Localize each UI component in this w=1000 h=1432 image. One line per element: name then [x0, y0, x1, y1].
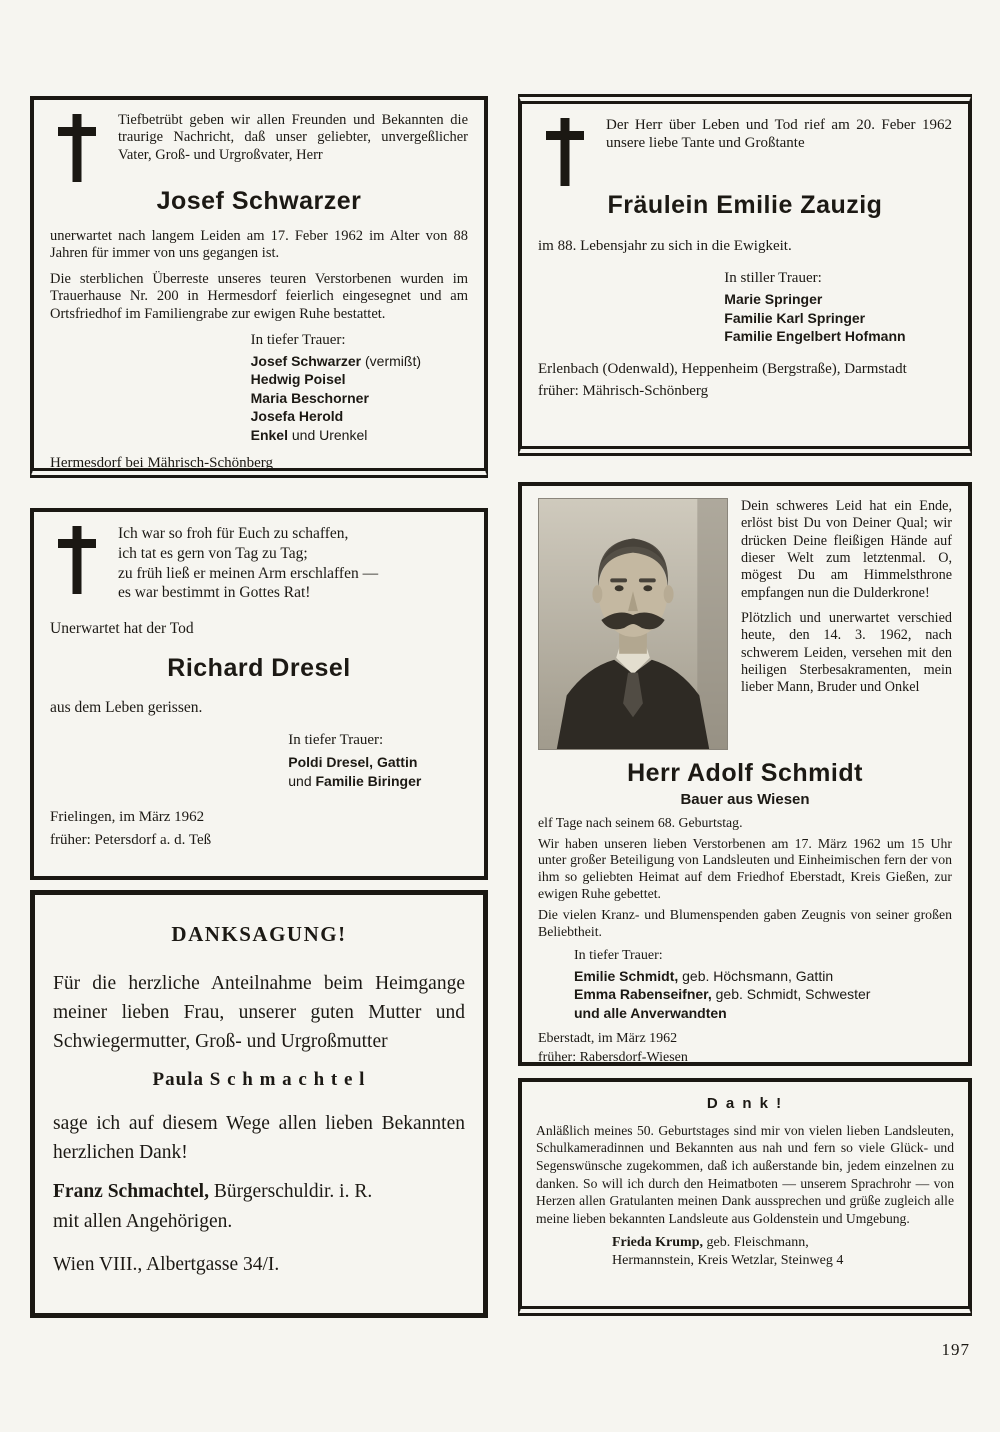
address-line: Wien VIII., Albertgasse 34/I.: [53, 1253, 280, 1275]
mourner-line: [574, 985, 952, 1003]
mourner-name: Poldi Dresel, Gattin: [288, 754, 418, 771]
page-number: 197: [941, 1340, 970, 1359]
mourner-name: Hedwig Poisel: [250, 371, 346, 388]
mourner-text-segment: geb. Höchsmann, Gattin: [678, 967, 834, 984]
obituary-josef-schwarzer: [30, 96, 488, 478]
mourning-label: In stiller Trauer:: [724, 269, 822, 286]
mourner-name: Familie Karl Springer: [724, 309, 866, 326]
mourner-text-segment: und: [288, 772, 316, 789]
obituary-paragraph: aus dem Leben gerissen.: [50, 698, 203, 716]
obituary-paragraph: elf Tage nach seinem 68. Geburtstag.: [538, 814, 743, 830]
poem-line: es war bestimmt in Gottes Rat!: [118, 584, 311, 602]
mourning-label: In tiefer Trauer:: [574, 947, 663, 963]
mourner-name: Familie Engelbert Hofmann: [724, 328, 906, 345]
mourner-line: [251, 352, 468, 370]
latin-cross-icon: [58, 114, 96, 182]
obituary-intro: Tiefbetrübt geben wir allen Freunden und Bekannten die traurige Nachricht, daß unser geliebter, unvergeßlicher Vater, Groß- und Urgroßvater, Herr: [118, 112, 468, 163]
danksagung-paragraph: sage ich auf diesem Wege allen lieben Bekannten herzlichen Dank!: [53, 1112, 465, 1163]
mourning-block: [724, 269, 952, 346]
mourner-name: Josefa Herold: [250, 408, 344, 425]
signature-text-segment: Bürgerschuldir. i. R.: [208, 1181, 373, 1203]
deceased-portrait-photo: [538, 498, 728, 750]
danksagung-notice: [30, 890, 488, 1318]
address-line: Hermannstein, Kreis Wetzlar, Steinweg 4: [612, 1252, 844, 1268]
dank-title: D a n k !: [706, 1095, 784, 1112]
poem-line: Ich war so froh für Euch zu schaffen,: [118, 525, 349, 542]
obituary-adolf-schmidt: [518, 482, 972, 1066]
mourning-block: [574, 947, 952, 1022]
mourning-block: [288, 731, 468, 790]
mourner-line: [251, 407, 468, 425]
mourner-line: [251, 389, 468, 407]
mourning-block: [251, 331, 468, 444]
poem-line: ich tat es gern von Tag zu Tag;: [118, 544, 308, 562]
mourner-line: [724, 290, 952, 308]
place-line: Erlenbach (Odenwald), Heppenheim (Bergstraße), Darmstadt: [538, 360, 907, 377]
mourner-name: Emilie Schmidt,: [574, 967, 679, 984]
place-line: Eberstadt, im März 1962: [538, 1031, 678, 1047]
signature-name: Frieda Krump,: [612, 1234, 703, 1250]
mourner-name: Maria Beschorner: [250, 389, 369, 406]
memorial-poem: [118, 524, 468, 603]
mourner-line: [724, 309, 952, 327]
honoree-name: Paula S c h m a c h t e l: [152, 1069, 366, 1091]
obituary-paragraph: unerwartet nach langem Leiden am 17. Feber 1962 im Alter von 88 Jahren für immer von uns gegangen ist.: [50, 228, 468, 262]
mourner-name: Marie Springer: [724, 291, 823, 308]
mourner-line: [288, 772, 468, 790]
obituary-intro: Der Herr über Leben und Tod rief am 20. Feber 1962 unsere liebe Tante und Großtante: [606, 117, 952, 152]
obituary-intro: Plötzlich und unerwartet verschied heute, den 14. 3. 1962, nach schwerem Leiden, versehen mit den heiligen Sterbesakramenten, mein lieber Mann, Bruder und Onkel: [741, 609, 952, 696]
mourner-name: Josef Schwarzer: [250, 352, 362, 369]
obituary-paragraph: im 88. Lebensjahr zu sich in die Ewigkeit.: [538, 237, 792, 254]
place-line: früher: Mährisch-Schönberg: [538, 382, 709, 399]
obituary-paragraph: Die sterblichen Überreste unseres teuren Verstorbenen wurden im Trauerhause Nr. 200 in Hermesdorf feierlich eingesegnet und am Ortsfriedhof im Familiengrabe zur ewigen Ruhe bestattet.: [50, 270, 468, 322]
mourning-label: In tiefer Trauer:: [250, 331, 346, 348]
deceased-name: Fräulein Emilie Zauzig: [607, 191, 883, 219]
obituary-lead-text: Unerwartet hat der Tod: [50, 620, 194, 638]
signature-line: [612, 1234, 954, 1252]
obituary-paragraph: Die vielen Kranz- und Blumenspenden gaben Zeugnis von seiner großen Beliebtheit.: [538, 906, 952, 939]
memorial-poem: Dein schweres Leid hat ein Ende, erlöst bist Du von Deiner Qual; wir drücken Deine fleißigen Hände auf dieser Welt zum letztenmal. O, mögest Du am Himmelsthrone empfangen nun die Dulderkrone!: [741, 498, 952, 601]
place-line: früher: Petersdorf a. d. Teß: [50, 831, 212, 848]
latin-cross-icon: [546, 118, 584, 186]
signature-name: Franz Schmachtel,: [53, 1181, 209, 1203]
mourner-text-segment: und Urenkel: [287, 426, 368, 443]
mourner-line: [288, 753, 468, 771]
mourner-text-segment: geb. Schmidt, Schwester: [711, 986, 871, 1003]
mourner-line: [724, 327, 952, 345]
deceased-name: Richard Dresel: [167, 653, 351, 682]
mourner-name: Enkel: [250, 426, 288, 443]
mourner-line: [251, 370, 468, 388]
place-line: Frielingen, im März 1962: [50, 809, 205, 825]
signature-text-segment: geb. Fleischmann,: [703, 1234, 809, 1250]
dank-notice: [518, 1078, 972, 1316]
obituary-richard-dresel: [30, 508, 488, 880]
place-line: Hermesdorf bei Mährisch-Schönberg: [50, 455, 273, 472]
place-line: früher: Rabersdorf-Wiesen: [538, 1050, 688, 1066]
deceased-subtitle: Bauer aus Wiesen: [680, 790, 810, 808]
mourner-name: Emma Rabenseifner,: [574, 986, 712, 1003]
signature-line: [53, 1177, 465, 1206]
dank-paragraph: Anläßlich meines 50. Geburtstages sind mir von vielen lieben Landsleuten, Schulkameradinnen und Bekannten aus nah und fern so viele Glück- und Segenswünsche zugekommen, daß ich außerstande bin, jedem einzelnen zu danken. So will ich durch den Heimatboten — unserem Sprachrohr — von Herzen allen Gratulanten meinen Dank aussprechen und grüße zugleich alle meine lieben bekannten Landsleute aus Goldenstein und Umgebung.: [536, 1122, 954, 1226]
signature-line: mit allen Angehörigen.: [53, 1210, 233, 1232]
deceased-name: Herr Adolf Schmidt: [627, 759, 863, 787]
mourner-line: [574, 967, 952, 985]
latin-cross-icon: [58, 526, 96, 594]
danksagung-paragraph: Für die herzliche Anteilnahme beim Heimgange meiner lieben Frau, unserer guten Mutter und Schwiegermutter, Groß- und Urgroßmutter: [53, 972, 465, 1052]
mourner-name: Familie Biringer: [315, 772, 422, 789]
portrait-illustration: [539, 499, 727, 749]
obituary-paragraph: Wir haben unseren lieben Verstorbenen am 17. März 1962 um 15 Uhr unter großer Beteiligung von Landsleuten und Einheimischen fern der von ihm so geliebten Heimat auf dem Friedhof Eberstadt, Kreis Gießen, zur ewigen Ruhe gebettet.: [538, 835, 952, 902]
mourner-line: [574, 1004, 952, 1022]
poem-line: zu früh ließ er meinen Arm erschlaffen —: [118, 564, 379, 582]
danksagung-title: DANKSAGUNG!: [171, 922, 347, 946]
mourner-text-segment: (vermißt): [361, 352, 422, 369]
obituary-emilie-zauzig: [518, 94, 972, 456]
mourner-line: [251, 426, 468, 444]
mourner-name: und alle Anverwandten: [574, 1004, 727, 1021]
deceased-name: Josef Schwarzer: [156, 187, 362, 215]
mourning-label: In tiefer Trauer:: [288, 732, 384, 749]
